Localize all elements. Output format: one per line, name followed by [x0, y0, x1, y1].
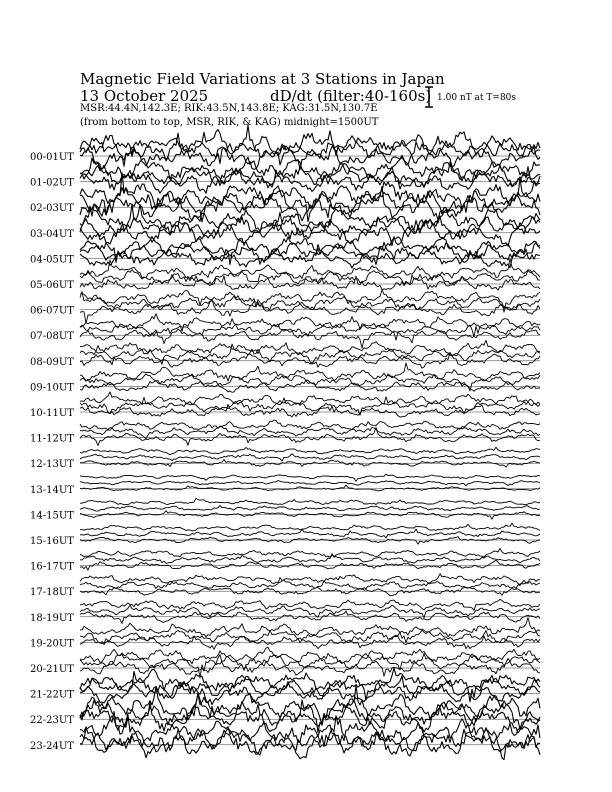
row-label: 15-16UT — [30, 536, 74, 547]
trace-kag-23-24UT — [80, 712, 540, 751]
trace-msr-08-09UT — [80, 352, 540, 368]
row-label: 22-23UT — [30, 715, 74, 727]
trace-msr-05-06UT — [80, 275, 540, 291]
row-label: 17-18UT — [30, 587, 74, 599]
trace-kag-08-09UT — [80, 340, 540, 355]
trace-msr-16-17UT — [80, 560, 540, 570]
row-label: 21-22UT — [30, 689, 74, 701]
trace-lines — [80, 125, 540, 759]
station-coordinates: MSR:44.4N,142.3E; RIK:43.5N,143.8E; KAG:31.5N,130.7E — [80, 103, 378, 114]
row-label: 14-15UT — [30, 510, 74, 522]
row-label: 06-07UT — [30, 305, 74, 317]
row-label: 11-12UT — [30, 433, 74, 445]
row-label: 09-10UT — [30, 382, 74, 394]
component-filter-label: dD/dt (filter:40-160s) — [270, 87, 432, 105]
trace-msr-18-19UT — [80, 611, 540, 623]
row-label: 07-08UT — [30, 331, 74, 343]
row-label: 13-14UT — [30, 484, 74, 496]
trace-kag-16-17UT — [80, 549, 540, 558]
scale-bar — [425, 87, 433, 107]
trace-msr-00-01UT — [80, 133, 540, 170]
trace-kag-12-13UT — [80, 447, 540, 454]
trace-rik-14-15UT — [80, 505, 540, 511]
row-label: 12-13UT — [30, 459, 74, 471]
scale-bar-label: 1.00 nT at T=80s — [437, 93, 517, 103]
row-label: 20-21UT — [30, 664, 74, 675]
row-label: 23-24UT — [30, 740, 74, 752]
trace-kag-09-10UT — [80, 363, 540, 381]
trace-kag-15-16UT — [80, 523, 540, 531]
trace-msr-15-16UT — [80, 537, 540, 545]
trace-msr-14-15UT — [80, 511, 540, 520]
row-label: 10-11UT — [30, 408, 74, 419]
trace-rik-12-13UT — [80, 454, 540, 461]
chart-date: 13 October 2025 — [80, 87, 209, 105]
trace-kag-19-20UT — [80, 618, 540, 637]
row-labels — [30, 152, 74, 752]
row-label: 01-02UT — [30, 177, 74, 189]
row-label: 08-09UT — [30, 356, 74, 368]
trace-kag-11-12UT — [80, 420, 540, 429]
trace-msr-13-14UT — [80, 485, 540, 491]
row-label: 18-19UT — [30, 612, 74, 624]
trace-kag-14-15UT — [80, 498, 540, 505]
trace-rik-01-02UT — [80, 162, 540, 187]
row-label: 05-06UT — [30, 280, 74, 291]
trace-kag-03-04UT — [80, 205, 540, 236]
trace-rik-13-14UT — [80, 481, 540, 486]
trace-msr-04-05UT — [80, 245, 540, 269]
trace-kag-05-06UT — [80, 259, 540, 279]
row-label: 03-04UT — [30, 228, 74, 240]
chart-title: Magnetic Field Variations at 3 Stations in Japan — [80, 70, 445, 88]
trace-rik-09-10UT — [80, 374, 540, 391]
trace-order-note: (from bottom to top, MSR, RIK, & KAG) midnight=1500UT — [80, 117, 379, 128]
row-label: 02-03UT — [30, 203, 74, 215]
row-label: 04-05UT — [30, 254, 74, 266]
trace-msr-17-18UT — [80, 587, 540, 595]
trace-rik-04-05UT — [80, 242, 540, 264]
trace-kag-01-02UT — [80, 157, 540, 184]
trace-rik-16-17UT — [80, 554, 540, 564]
row-label: 00-01UT — [30, 152, 74, 163]
trace-msr-10-11UT — [80, 405, 540, 418]
row-label: 16-17UT — [30, 561, 74, 573]
trace-rik-15-16UT — [80, 529, 540, 538]
row-label: 19-20UT — [30, 638, 74, 650]
trace-kag-13-14UT — [80, 474, 540, 481]
trace-rik-10-11UT — [80, 397, 540, 415]
